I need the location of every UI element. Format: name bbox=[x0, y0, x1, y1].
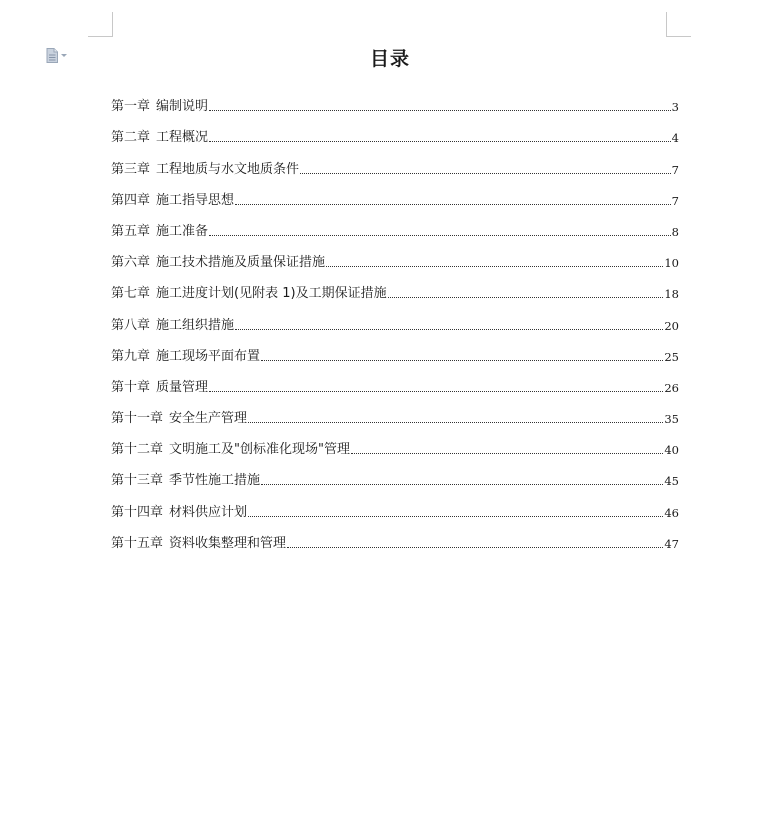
toc-chapter-name: 编制说明 bbox=[156, 99, 209, 115]
toc-page-number: 7 bbox=[671, 162, 679, 177]
toc-dot-leader bbox=[388, 296, 664, 298]
toc-page-number: 46 bbox=[664, 505, 679, 520]
toc-chapter-name: 文明施工及"创标准化现场"管理 bbox=[169, 442, 350, 458]
toc-page-number: 8 bbox=[671, 224, 679, 239]
toc-entry[interactable] bbox=[111, 489, 679, 520]
toc-entry[interactable] bbox=[111, 334, 679, 365]
toc-title: 目录 bbox=[369, 48, 410, 70]
toc-chapter-label: 第九章 bbox=[111, 348, 151, 364]
toc-chapter-label: 第十章 bbox=[111, 379, 151, 395]
toc-chapter-label: 第十四章 bbox=[111, 504, 164, 520]
toc-chapter-name: 施工指导思想 bbox=[156, 192, 235, 208]
toc-page-number: 10 bbox=[664, 256, 679, 271]
toc-chapter-label: 第十三章 bbox=[111, 473, 164, 489]
toc-entry[interactable] bbox=[111, 146, 679, 177]
toc-entry[interactable] bbox=[111, 178, 679, 209]
toc-chapter-label: 第六章 bbox=[111, 255, 151, 271]
toc-chapter-label: 第三章 bbox=[111, 161, 151, 177]
toc-chapter-label: 第二章 bbox=[111, 130, 151, 146]
toc-dot-leader bbox=[261, 483, 663, 485]
toc-chapter-label: 第一章 bbox=[111, 99, 151, 115]
toc-dot-leader bbox=[326, 265, 663, 267]
toc-chapter-name: 质量管理 bbox=[156, 379, 209, 395]
toc-dot-leader bbox=[261, 359, 663, 361]
toc-entry[interactable] bbox=[111, 240, 679, 271]
toc-entry[interactable] bbox=[111, 115, 679, 146]
toc-page-number: 47 bbox=[664, 536, 679, 551]
toc-chapter-label: 第八章 bbox=[111, 317, 151, 333]
toc-dot-leader bbox=[300, 172, 671, 174]
toc-entry[interactable] bbox=[111, 271, 679, 302]
toc-chapter-name: 季节性施工措施 bbox=[169, 473, 261, 489]
toc-chapter-label: 第七章 bbox=[111, 286, 151, 302]
crop-mark-top-left bbox=[88, 12, 113, 37]
toc-chapter-name: 施工进度计划(见附表 1)及工期保证措施 bbox=[156, 286, 387, 302]
toc-dot-leader bbox=[248, 515, 663, 517]
toc-dot-leader bbox=[235, 328, 663, 330]
toc-entry[interactable] bbox=[111, 84, 679, 115]
toc-dot-leader bbox=[248, 421, 663, 423]
toc-page-number: 45 bbox=[664, 474, 679, 489]
toc-chapter-name: 材料供应计划 bbox=[169, 504, 248, 520]
toc-chapter-name: 工程概况 bbox=[156, 130, 209, 146]
toc-chapter-label: 第十五章 bbox=[111, 535, 164, 551]
toc-chapter-name: 施工现场平面布置 bbox=[156, 348, 261, 364]
toc-entry[interactable] bbox=[111, 396, 679, 427]
toc-dot-leader bbox=[209, 390, 663, 392]
toc-chapter-name: 资料收集整理和管理 bbox=[169, 535, 287, 551]
toc-entry[interactable] bbox=[111, 521, 679, 552]
toc-page-number: 20 bbox=[664, 318, 679, 333]
toc-page-number: 3 bbox=[671, 100, 679, 115]
toc-dot-leader bbox=[209, 140, 671, 142]
toc-page-number: 26 bbox=[664, 380, 679, 395]
toc-page-number: 25 bbox=[664, 349, 679, 364]
toc-entry[interactable] bbox=[111, 365, 679, 396]
toc-dot-leader bbox=[287, 546, 663, 548]
toc-entry[interactable] bbox=[111, 209, 679, 240]
toc-entry[interactable] bbox=[111, 427, 679, 458]
toc-dot-leader bbox=[351, 452, 663, 454]
toc-chapter-name: 安全生产管理 bbox=[169, 411, 248, 427]
crop-mark-top-right bbox=[666, 12, 691, 37]
toc-entry[interactable] bbox=[111, 302, 679, 333]
toc-dot-leader bbox=[209, 109, 671, 111]
toc-page-number: 35 bbox=[664, 412, 679, 427]
toc-chapter-name: 施工组织措施 bbox=[156, 317, 235, 333]
toc-chapter-label: 第十二章 bbox=[111, 442, 164, 458]
table-of-contents bbox=[111, 84, 679, 552]
toc-chapter-label: 第五章 bbox=[111, 223, 151, 239]
toc-chapter-label: 第四章 bbox=[111, 192, 151, 208]
toc-page-number: 18 bbox=[664, 287, 679, 302]
toc-chapter-name: 施工技术措施及质量保证措施 bbox=[156, 255, 326, 271]
toc-entry[interactable] bbox=[111, 458, 679, 489]
toc-dot-leader bbox=[235, 203, 671, 205]
toc-dot-leader bbox=[209, 234, 671, 236]
toc-chapter-label: 第十一章 bbox=[111, 411, 164, 427]
toc-chapter-name: 工程地质与水文地质条件 bbox=[156, 161, 300, 177]
toc-page-number: 7 bbox=[671, 193, 679, 208]
toc-page-number: 4 bbox=[671, 131, 679, 146]
toc-chapter-name: 施工准备 bbox=[156, 223, 209, 239]
toc-page-number: 40 bbox=[664, 443, 679, 458]
